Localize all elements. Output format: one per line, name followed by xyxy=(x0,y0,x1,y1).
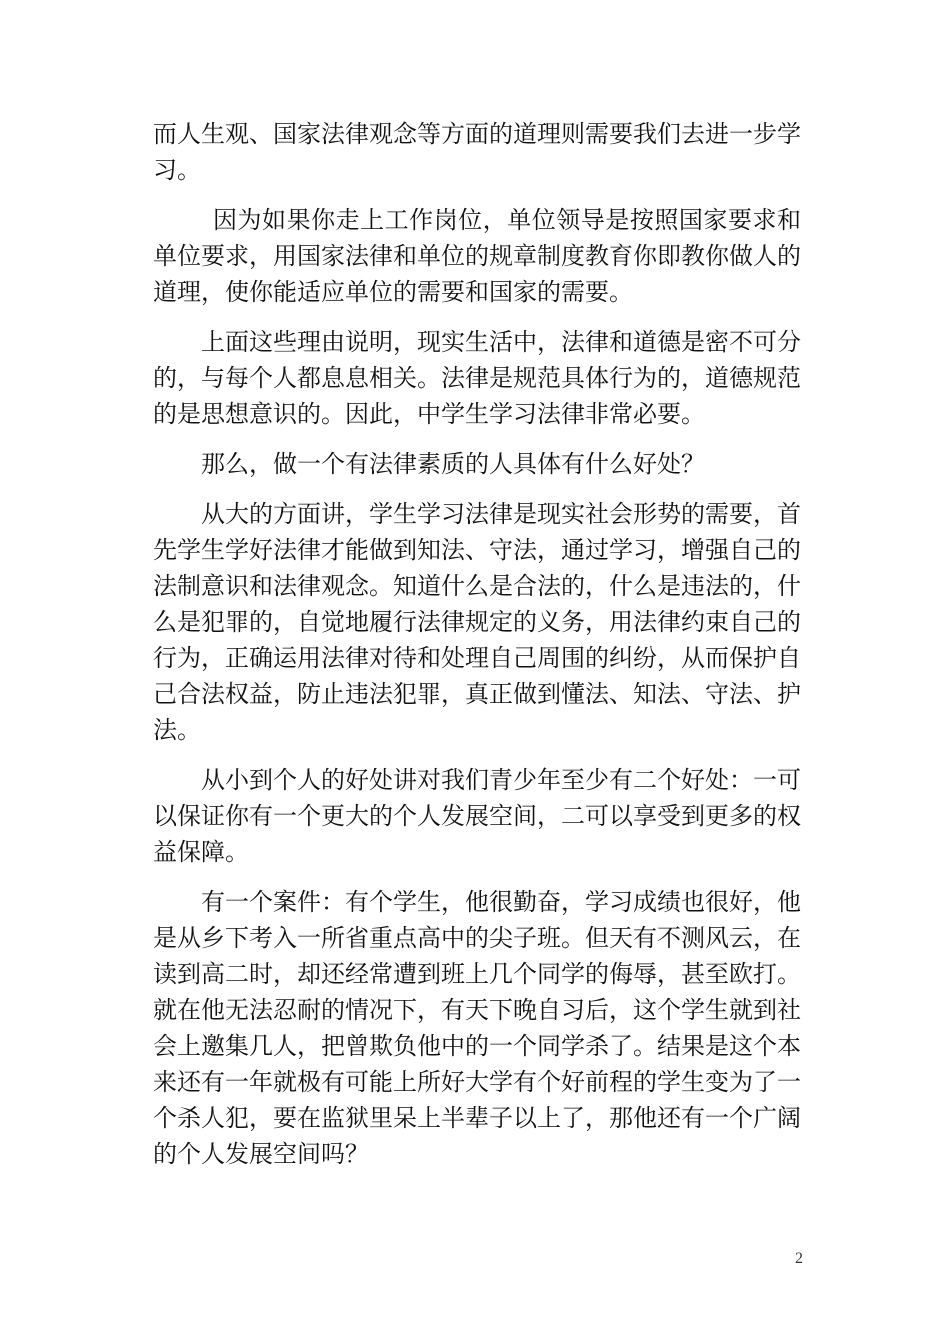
paragraph-4: 那么，做一个有法律素质的人具体有什么好处？ xyxy=(201,450,705,478)
paragraph-3: 上面这些理由说明，现实生活中，法律和道德是密不可分的，与每个人都息息相关。法律是规范具体行为的，道德规范的是思想意识的。因此，中学生学习法律非常必要。 xyxy=(153,328,801,428)
paragraph-1: 而人生观、国家法律观念等方面的道理则需要我们去进一步学习。 xyxy=(153,120,801,184)
paragraph-2: 因为如果你走上工作岗位，单位领导是按照国家要求和单位要求，用国家法律和单位的规章制度教育你即教你做人的道理，使你能适应单位的需要和国家的需要。 xyxy=(153,206,801,306)
page-number: 2 xyxy=(795,1250,803,1267)
paragraph-5: 从大的方面讲，学生学习法律是现实社会形势的需要，首先学生学好法律才能做到知法、守法，通过学习，增强自己的法制意识和法律观念。知道什么是合法的，什么是违法的，什么是犯罪的，自觉地履行法律规定的义务，用法律约束自己的行为，正确运用法律对待和处理自己周围的纠纷，从而保护自己合法权益，防止违法犯罪，真正做到懂法、知法、守法、护法。 xyxy=(153,500,801,744)
paragraph-7: 有一个案件：有个学生，他很勤奋，学习成绩也很好，他是从乡下考入一所省重点高中的尖子班。但天有不测风云，在读到高二时，却还经常遭到班上几个同学的侮辱，甚至欧打。就在他无法忍耐的情况下，有天下晚自习后，这个学生就到社会上邀集几人，把曾欺负他中的一个同学杀了。结果是这个本来还有一年就极有可能上所好大学有个好前程的学生变为了一个杀人犯，要在监狱里呆上半辈子以上了，那他还有一个广阔的个人发展空间吗？ xyxy=(153,888,801,1168)
paragraph-6: 从小到个人的好处讲对我们青少年至少有二个好处：一可以保证你有一个更大的个人发展空间，二可以享受到更多的权益保障。 xyxy=(153,766,801,866)
document-body xyxy=(153,116,801,1186)
